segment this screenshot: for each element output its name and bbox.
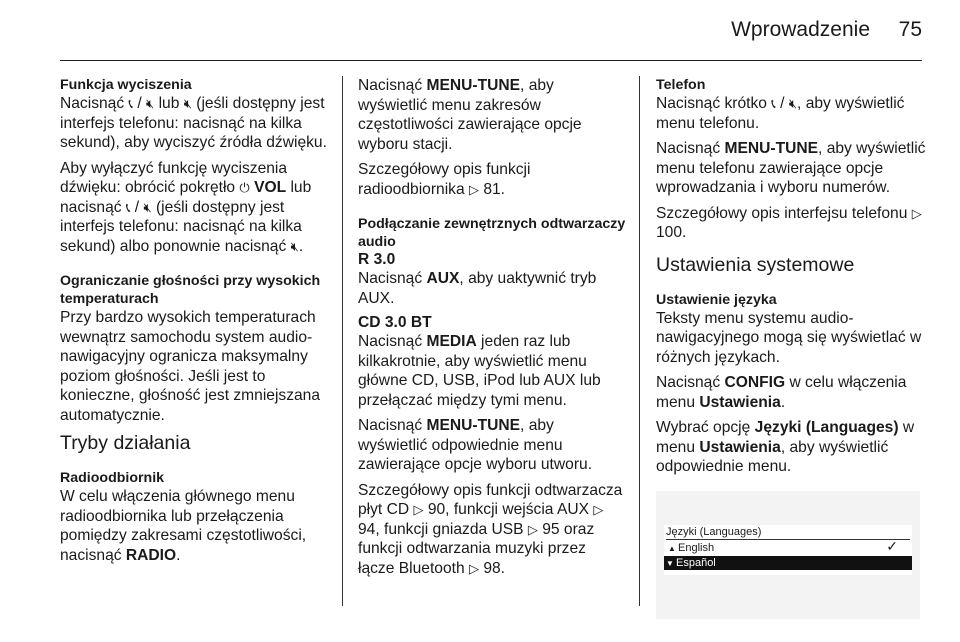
text: lub xyxy=(154,95,184,112)
mute-icon: 🔇︎ xyxy=(183,96,192,111)
chapter-title: Wprowadzenie xyxy=(731,18,870,41)
settings-menu-label: Ustawienia xyxy=(699,438,781,456)
page-ref-arrow-icon: ▷ xyxy=(527,521,538,537)
display-screen xyxy=(664,525,912,575)
text: Nacisnąć xyxy=(358,77,427,94)
power-icon: ⏻ xyxy=(239,180,250,195)
language-screen-illustration xyxy=(656,491,920,619)
radio-heading: Radioodbiornik xyxy=(60,470,165,486)
mute-icon: 🔇︎ xyxy=(290,238,299,254)
page-ref-arrow-icon: ▷ xyxy=(468,560,479,576)
aux-label: AUX xyxy=(426,270,460,287)
text: Nacisnąć xyxy=(656,374,725,391)
phone-paragraph-2 xyxy=(656,139,926,198)
language-paragraph-2 xyxy=(656,373,926,412)
text: , aby wyświetlić menu zakresów częstotliwości zawierające opcje wyboru stacji. xyxy=(358,77,582,153)
menu-tune-paragraph xyxy=(358,76,626,154)
page-number: 75 xyxy=(898,18,922,41)
media-label: MEDIA xyxy=(426,333,477,350)
menu-tune-label: MENU-TUNE xyxy=(426,417,521,434)
mute-paragraph-1 xyxy=(60,94,332,153)
page-ref-arrow-icon: ▷ xyxy=(911,205,922,221)
external-audio-heading: Podłączanie zewnętrznych odtwarzaczy audio xyxy=(358,216,626,250)
menu-tune-label: MENU-TUNE xyxy=(724,140,819,157)
text: Aby wyłączyć funkcję wyciszenia dźwięku: obrócić pokrętło xyxy=(60,159,288,196)
text: Nacisnąć krótko xyxy=(656,95,772,112)
system-settings-heading: Ustawienia systemowe xyxy=(656,253,855,276)
screen-title: Języki (Languages) xyxy=(666,525,910,540)
cd30bt-heading: CD 3.0 BT xyxy=(358,314,432,331)
config-label: CONFIG xyxy=(724,374,786,391)
text: . xyxy=(176,546,181,564)
text: , aby wyświetlić odpowiednie menu. xyxy=(656,438,889,475)
column-3 xyxy=(656,76,926,619)
text: lub nacisnąć xyxy=(60,179,312,216)
mute-icon: 🔇︎ xyxy=(143,199,152,215)
text: w menu xyxy=(656,419,915,456)
text: W celu włączenia głównego menu radioodbiornika lub przełączenia pomiędzy zakresami częstotliwości, nacisnąć xyxy=(60,488,307,564)
text: , aby wyświetlić menu telefonu. xyxy=(656,95,905,132)
scroll-up-icon: ▲ xyxy=(668,543,676,553)
language-paragraph-3 xyxy=(656,418,926,477)
text: / xyxy=(133,95,147,112)
page-ref-arrow-icon: ▷ xyxy=(593,502,604,517)
column-divider-1 xyxy=(342,76,343,606)
r30-paragraph xyxy=(358,269,626,308)
language-paragraph-1: Teksty menu systemu audio-nawigacyjnego mogą się wyświetlać w różnych językach. xyxy=(656,309,922,366)
text: Szczegółowy opis interfejsu telefonu xyxy=(656,204,912,222)
page-ref[interactable]: 100. xyxy=(656,224,687,241)
header-rule xyxy=(60,60,922,61)
text: jeden raz lub kilkakrotnie, aby wyświetlić menu główne CD, USB, iPod lub AUX lub przełączać między tymi menu. xyxy=(358,333,601,409)
phone-icon: 📞︎ xyxy=(128,96,134,111)
languages-option-label: Języki (Languages) xyxy=(754,419,899,436)
column-1 xyxy=(60,76,332,571)
phone-icon: 📞︎ xyxy=(771,96,776,111)
mute-icon: 🔇︎ xyxy=(146,96,155,111)
mute-icon: 🔇︎ xyxy=(788,96,798,111)
volume-limit-paragraph: Przy bardzo wysokich temperaturach wewnątrz samochodu system audio-nawigacyjny ogranicza maksymalny poziom głośności. Jeśli jest to konieczne, głośność jest zmniejszana automatycznie. xyxy=(60,309,321,424)
text: 95 oraz funkcji odtwarzania muzyki przez łącze Bluetooth xyxy=(358,520,595,577)
radio-details-paragraph xyxy=(358,160,626,199)
mute-heading: Funkcja wyciszenia xyxy=(60,77,192,93)
text: Szczegółowy opis funkcji odtwarzacza płyt CD xyxy=(358,481,623,518)
text: Nacisnąć xyxy=(358,333,427,350)
phone-paragraph-1 xyxy=(656,94,926,133)
text: / xyxy=(130,198,144,216)
cd-paragraph-1 xyxy=(358,332,626,410)
scroll-down-icon: ▼ xyxy=(666,558,674,568)
volume-limit-heading: Ograniczanie głośności przy wysokich temperaturach xyxy=(60,273,321,307)
language-option-espanol[interactable] xyxy=(664,556,912,570)
text: . xyxy=(780,393,786,411)
text: Wybrać opcję xyxy=(656,419,755,436)
radio-paragraph xyxy=(60,487,332,565)
text: , aby uaktywnić tryb AUX. xyxy=(358,270,597,307)
r30-heading: R 3.0 xyxy=(358,251,396,268)
text: Nacisnąć xyxy=(656,140,725,157)
language-option-english[interactable] xyxy=(666,537,910,555)
modes-heading: Tryby działania xyxy=(60,432,191,454)
phone-icon: 📞︎ xyxy=(125,199,131,215)
mute-paragraph-2 xyxy=(60,159,332,257)
text: Nacisnąć xyxy=(358,270,427,287)
text: , aby wyświetlić odpowiednie menu zawierające opcje wyboru utworu. xyxy=(358,417,593,473)
column-2 xyxy=(358,76,626,584)
language-heading: Ustawienie języka xyxy=(656,291,777,308)
phone-paragraph-3 xyxy=(656,204,926,243)
text: , aby wyświetlić menu telefonu zawierające opcje wprowadzania i wyboru numerów. xyxy=(656,140,926,196)
text: w celu włączenia menu xyxy=(656,374,907,411)
page-ref-arrow-icon: ▷ xyxy=(413,502,424,517)
spacer xyxy=(358,205,626,215)
text: Szczegółowy opis funkcji radioodbiornika xyxy=(358,161,531,198)
cd-paragraph-3 xyxy=(358,481,626,579)
phone-heading: Telefon xyxy=(656,77,706,93)
spacer xyxy=(60,262,332,272)
text: (jeśli dostępny jest interfejs telefonu: nacisnąć na kilka sekund), aby wyciszyć źródła dźwięku. xyxy=(60,95,327,151)
option-label: English xyxy=(678,541,715,554)
text: 98. xyxy=(483,559,505,577)
text: Nacisnąć xyxy=(60,95,129,112)
column-divider-2 xyxy=(639,76,640,606)
page-ref[interactable]: 81. xyxy=(483,180,505,198)
text: 94, funkcji gniazda USB xyxy=(358,520,528,538)
page-ref-arrow-icon: ▷ xyxy=(468,181,479,197)
text: 90, funkcji wejścia AUX xyxy=(427,501,594,518)
option-label: Español xyxy=(676,556,716,569)
vol-knob-label: VOL xyxy=(254,179,287,196)
text: / xyxy=(775,95,789,112)
checkmark-icon: ✓ xyxy=(886,537,898,554)
menu-tune-label: MENU-TUNE xyxy=(426,77,521,94)
settings-menu-label: Ustawienia xyxy=(699,393,781,411)
cd-paragraph-2 xyxy=(358,416,626,475)
text: (jeśli dostępny jest interfejs telefonu: nacisnąć na kilka sekund) albo ponownie nacisnąć xyxy=(60,198,302,255)
text: Nacisnąć xyxy=(358,417,427,434)
radio-button-label: RADIO xyxy=(125,546,177,564)
text: . xyxy=(298,237,304,255)
